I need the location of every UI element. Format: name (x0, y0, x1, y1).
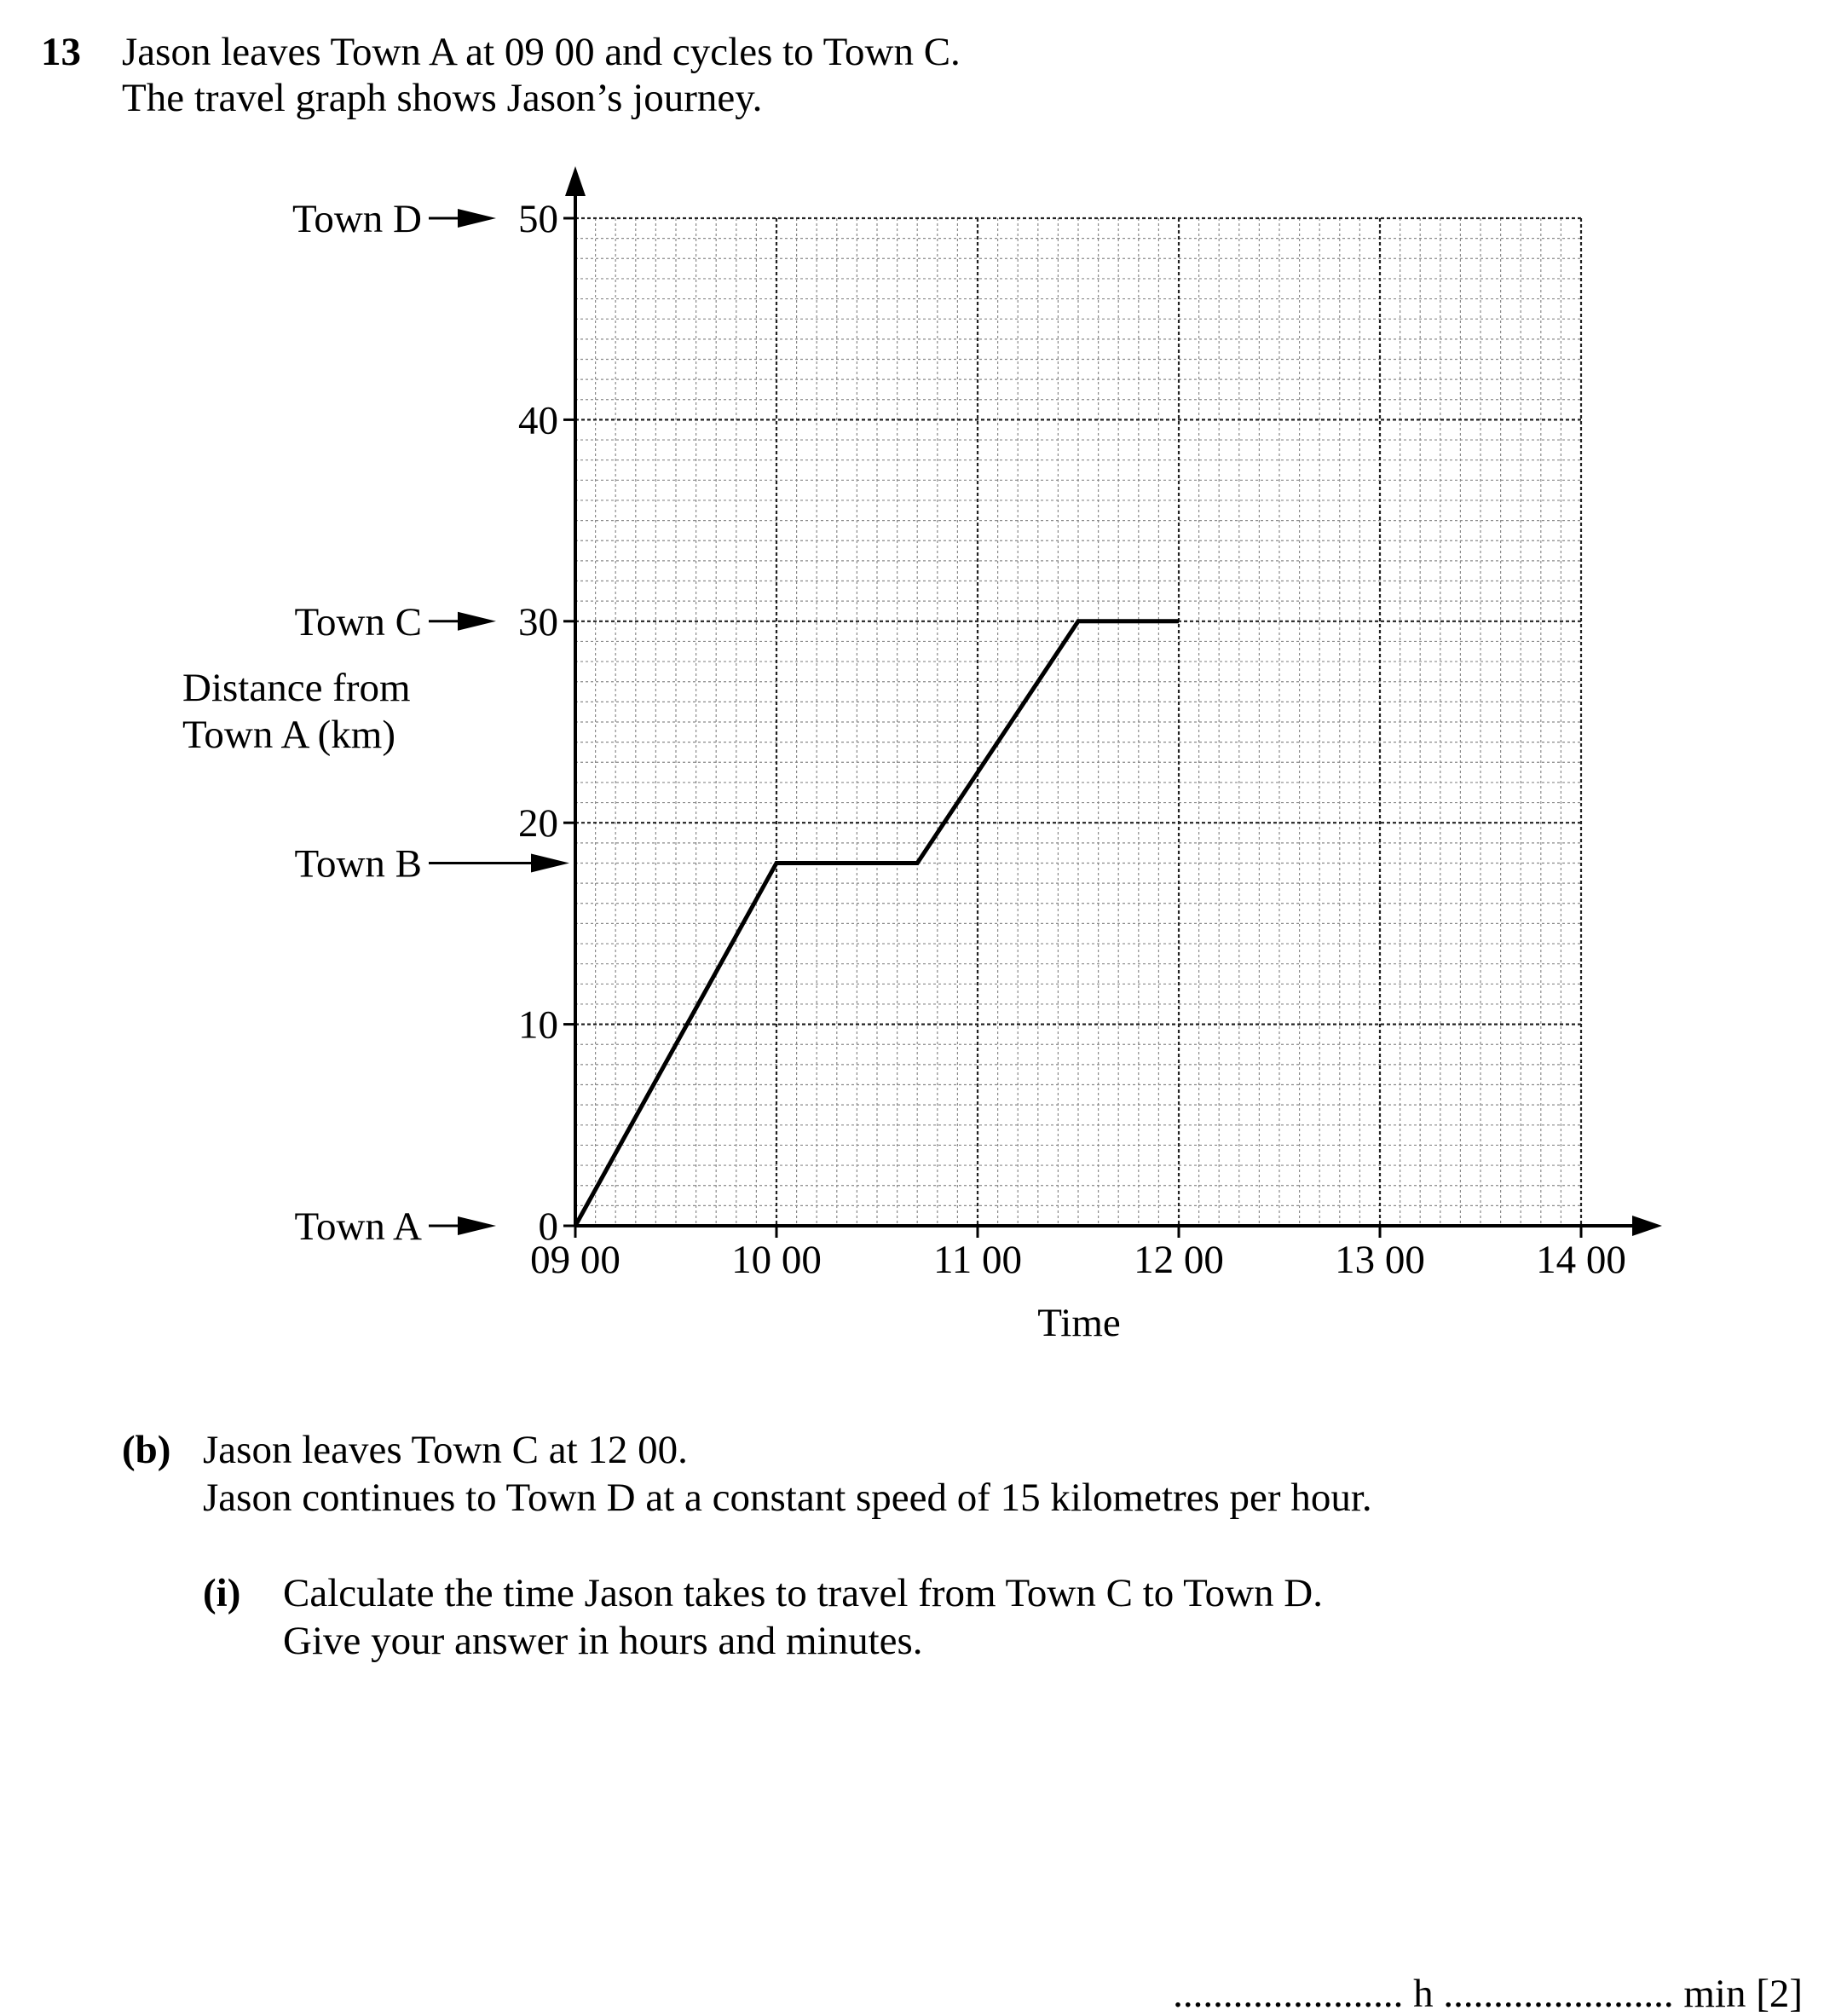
axes (565, 166, 1662, 1236)
question-line-2: The travel graph shows Jason’s journey. (122, 76, 763, 120)
part-b-line-2: Jason continues to Town D at a constant speed of 15 kilometres per hour. (203, 1476, 1372, 1520)
x-axis-label: Time (1037, 1301, 1121, 1345)
x-tick-label: 10 00 (731, 1238, 822, 1282)
y-tick-label: 10 (518, 1002, 558, 1048)
y-axis-label-line-2: Town A (km) (182, 713, 395, 757)
x-tick-label: 11 00 (932, 1238, 1023, 1282)
part-b-i-line-1: Calculate the time Jason takes to travel from Town C to Town D. (283, 1571, 1323, 1615)
y-tick-label: 30 (518, 599, 558, 644)
x-tick-label: 12 00 (1134, 1238, 1224, 1282)
part-b-i-label: (i) (203, 1571, 241, 1615)
town-arrow-head (458, 612, 496, 631)
part-b-i-line-2: Give your answer in hours and minutes. (283, 1619, 923, 1663)
x-axis-arrowhead (1632, 1216, 1662, 1236)
part-b-line-1: Jason leaves Town C at 12 00. (203, 1428, 688, 1472)
x-tick-label: 14 00 (1536, 1238, 1626, 1282)
town-arrow-head (458, 209, 496, 228)
town-arrow-head (531, 853, 569, 872)
y-axis-arrowhead (565, 166, 586, 196)
town-label: Town B (294, 841, 422, 887)
y-tick-label: 0 (538, 1204, 558, 1249)
town-label: Town D (291, 197, 422, 241)
town-label: Town C (294, 599, 422, 644)
y-axis-label-line-1: Distance from (182, 666, 411, 710)
minor-gridlines (575, 218, 1581, 1226)
answer-line[interactable]: ....................... h ....................... min [2] (1173, 1972, 1803, 2016)
question-line-1: Jason leaves Town A at 09 00 and cycles to Town C. (122, 30, 961, 74)
x-tick-labels (530, 1226, 1626, 1282)
town-label: Town A (294, 1204, 422, 1249)
town-arrow-head (458, 1216, 496, 1235)
y-tick-labels (518, 197, 575, 1249)
y-tick-label: 40 (518, 398, 558, 443)
question-number: 13 (41, 30, 81, 74)
x-tick-label: 09 00 (530, 1238, 620, 1282)
x-tick-label: 13 00 (1335, 1238, 1425, 1282)
y-tick-label: 20 (518, 801, 558, 846)
part-b-label: (b) (122, 1428, 171, 1472)
y-tick-label: 50 (518, 197, 558, 241)
